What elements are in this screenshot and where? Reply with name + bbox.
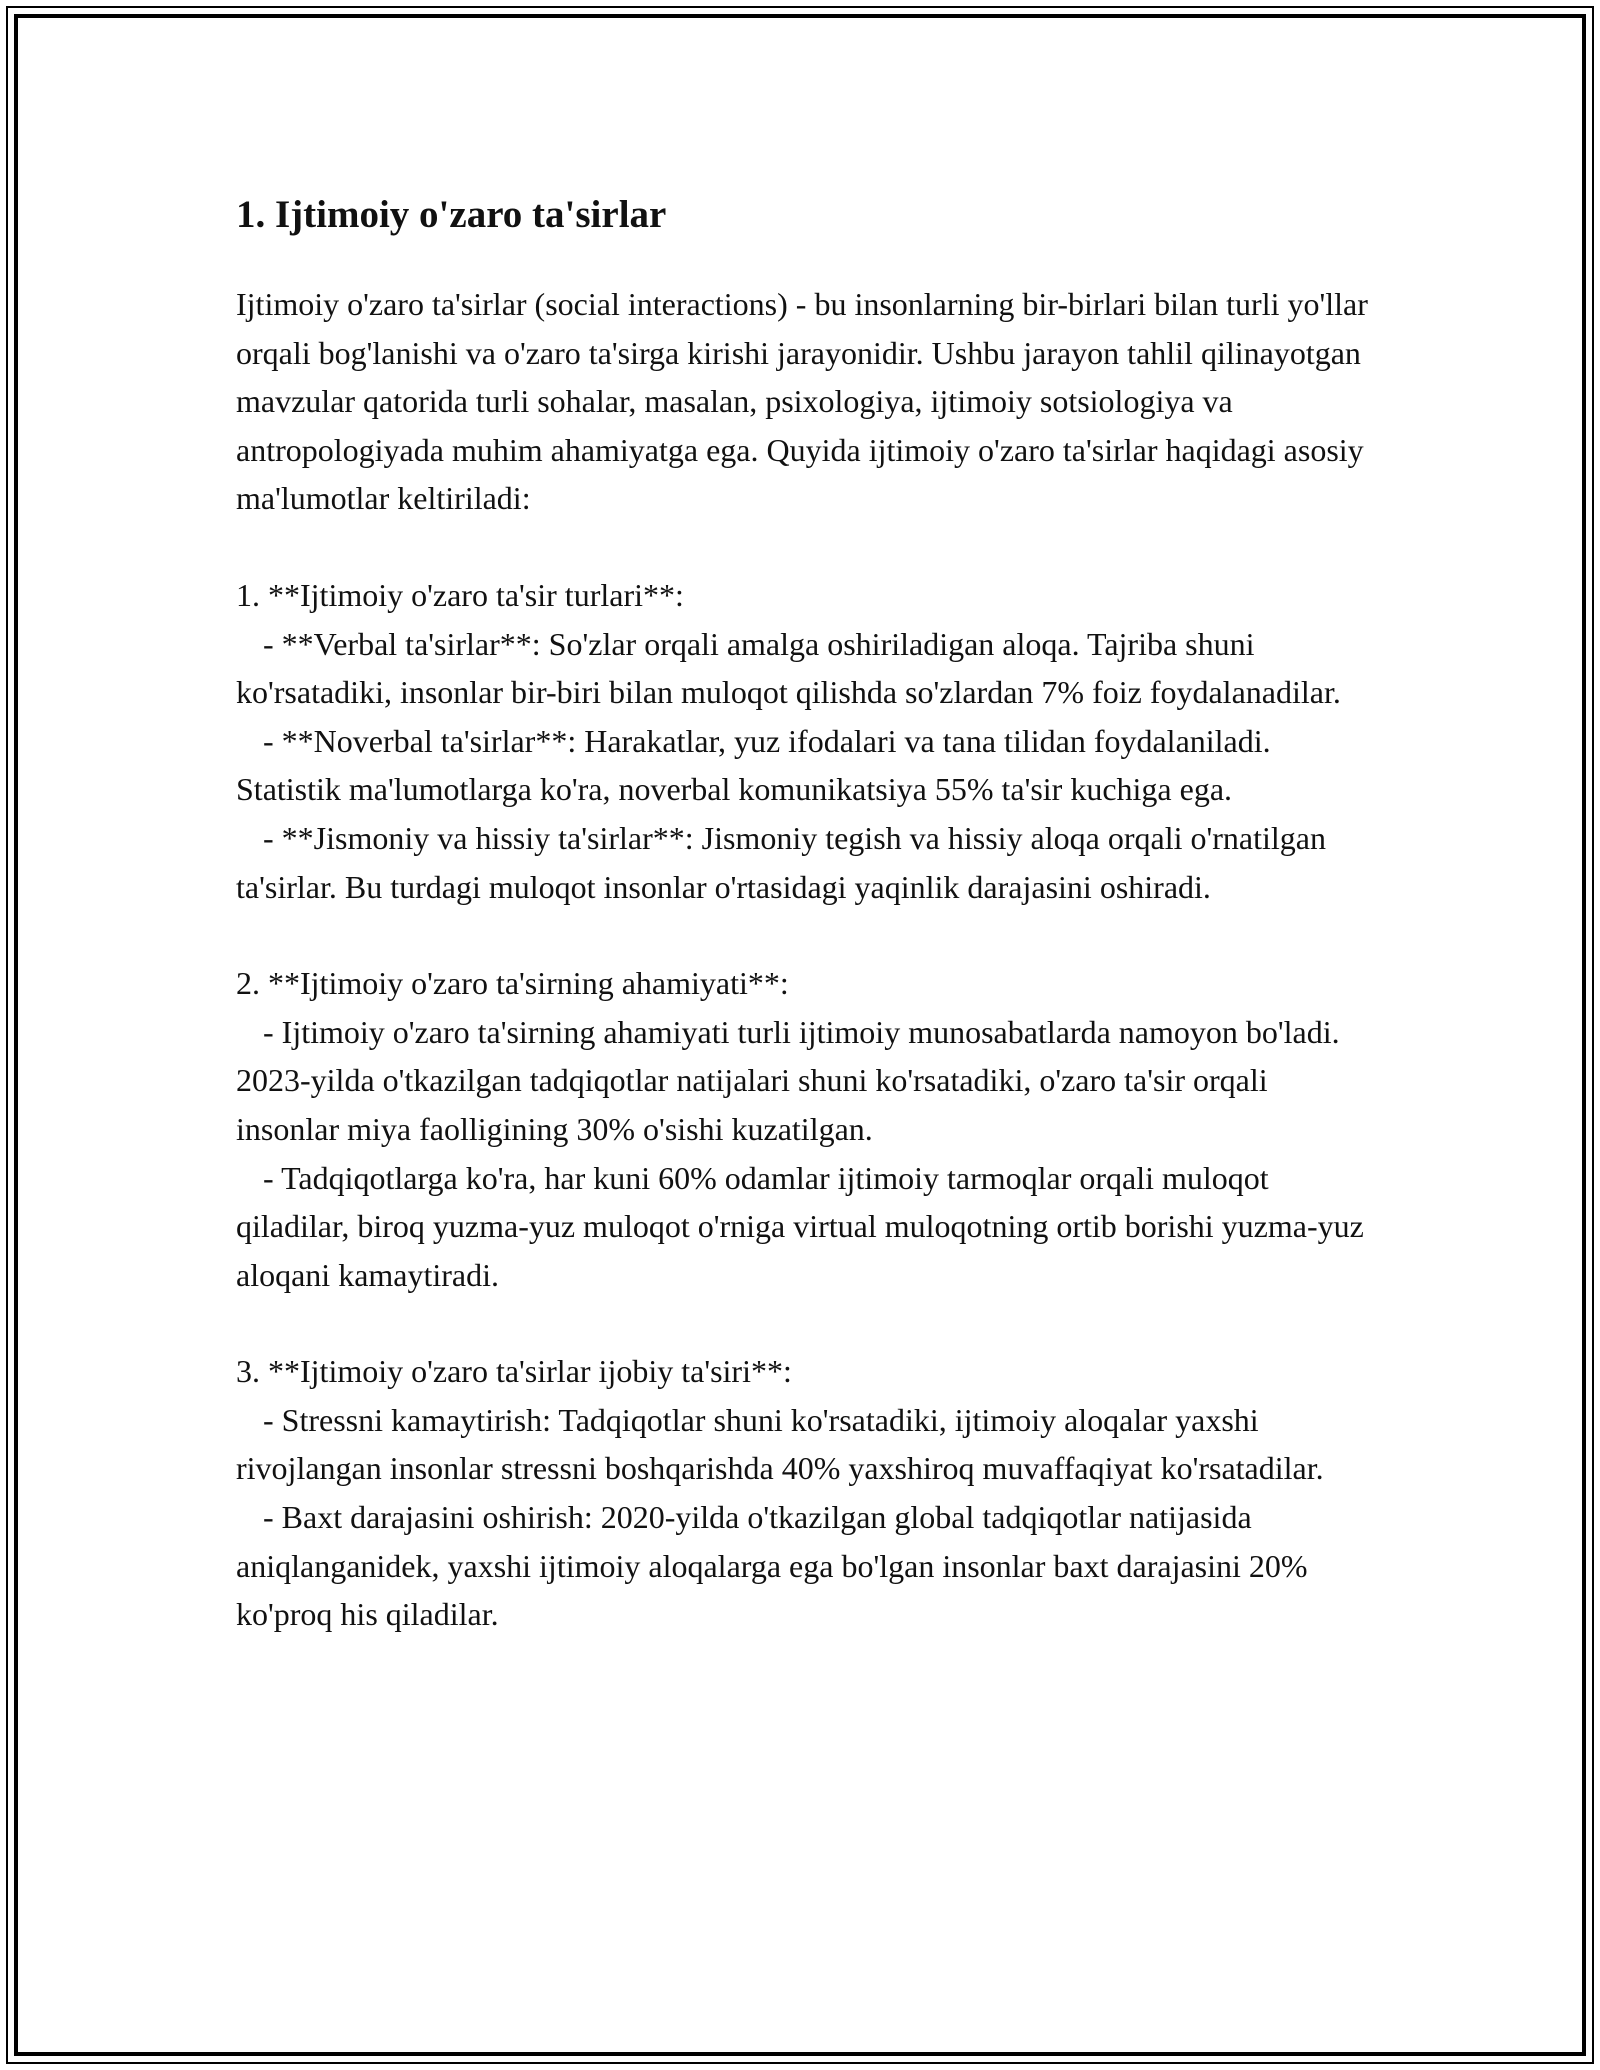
section-heading: 3. **Ijtimoiy o'zaro ta'sirlar ijobiy ta'siri**: [236, 1353, 792, 1390]
section-heading: 1. **Ijtimoiy o'zaro ta'sir turlari**: [236, 576, 684, 613]
list-item [236, 1493, 1376, 1639]
list-item-text: - Ijtimoiy o'zaro ta'sirning ahamiyati turli ijtimoiy munosabatlarda namoyon bo'ladi. 2023-yilda o'tkazilgan tadqiqotlar natijalari shuni ko'rsatadiki, o'zaro ta'sir orqali insonlar miya faolligining 30% o'sishi kuzatilgan. [236, 1013, 1348, 1147]
list-item [236, 1154, 1376, 1300]
list-item [236, 1396, 1376, 1493]
list-item-text: - **Jismoniy va hissiy ta'sirlar**: Jismoniy tegish va hissiy aloqa orqali o'rnatilgan ta'sirlar. Bu turdagi muloqot insonlar o'rtasidagi yaqinlik darajasini oshiradi. [236, 819, 1334, 905]
intro-paragraph: Ijtimoiy o'zaro ta'sirlar (social interactions) - bu insonlarning bir-birlari bilan turli yo'llar orqali bog'lanishi va o'zaro ta'sirga kirishi jarayonidir. Ushbu jarayon tahlil qilinayotgan mavzular qatorida turli sohalar, masalan, psixologiya, ijtimoiy sotsiologiya va antropologiyada muhim ahamiyatga ega. Quyida ijtimoiy o'zaro ta'sirlar haqidagi asosiy ma'lumotlar keltiriladi: [236, 286, 1368, 517]
list-item [236, 620, 1376, 717]
section-types [236, 571, 1376, 911]
list-item-text: - **Verbal ta'sirlar**: So'zlar orqali amalga oshiriladigan aloqa. Tajriba shuni ko'rsatadiki, insonlar bir-biri bilan muloqot qilishda so'zlardan 7% foiz foydalanadilar. [236, 625, 1341, 711]
list-item-text: - **Noverbal ta'sirlar**: Harakatlar, yuz ifodalari va tana tilidan foydalaniladi. Statistik ma'lumotlarga ko'ra, noverbal komunikatsiya 55% ta'sir kuchiga ega. [236, 722, 1279, 808]
document-page [236, 182, 1376, 1687]
section-heading: 2. **Ijtimoiy o'zaro ta'sirning ahamiyati**: [236, 965, 789, 1002]
list-item [236, 814, 1376, 911]
list-item-text: - Tadqiqotlarga ko'ra, har kuni 60% odamlar ijtimoiy tarmoqlar orqali muloqot qiladilar, biroq yuzma-yuz muloqot o'rniga virtual muloqotning ortib borishi yuzma-yuz aloqani kamaytiradi. [236, 1159, 1372, 1293]
document-title: 1. Ijtimoiy o'zaro ta'sirlar [236, 193, 667, 236]
section-importance [236, 959, 1376, 1299]
section-positive-effects [236, 1347, 1376, 1639]
list-item [236, 717, 1376, 814]
list-item-text: - Stressni kamaytirish: Tadqiqotlar shuni ko'rsatadiki, ijtimoiy aloqalar yaxshi rivojlangan insonlar stressni boshqarishda 40% yaxshiroq muvaffaqiyat ko'rsatadilar. [236, 1401, 1324, 1487]
list-item-text: - Baxt darajasini oshirish: 2020-yilda o'tkazilgan global tadqiqotlar natijasida aniqlanganidek, yaxshi ijtimoiy aloqalarga ega bo'lgan insonlar baxt darajasini 20% ko'proq his qiladilar. [236, 1499, 1316, 1633]
list-item [236, 1008, 1376, 1154]
